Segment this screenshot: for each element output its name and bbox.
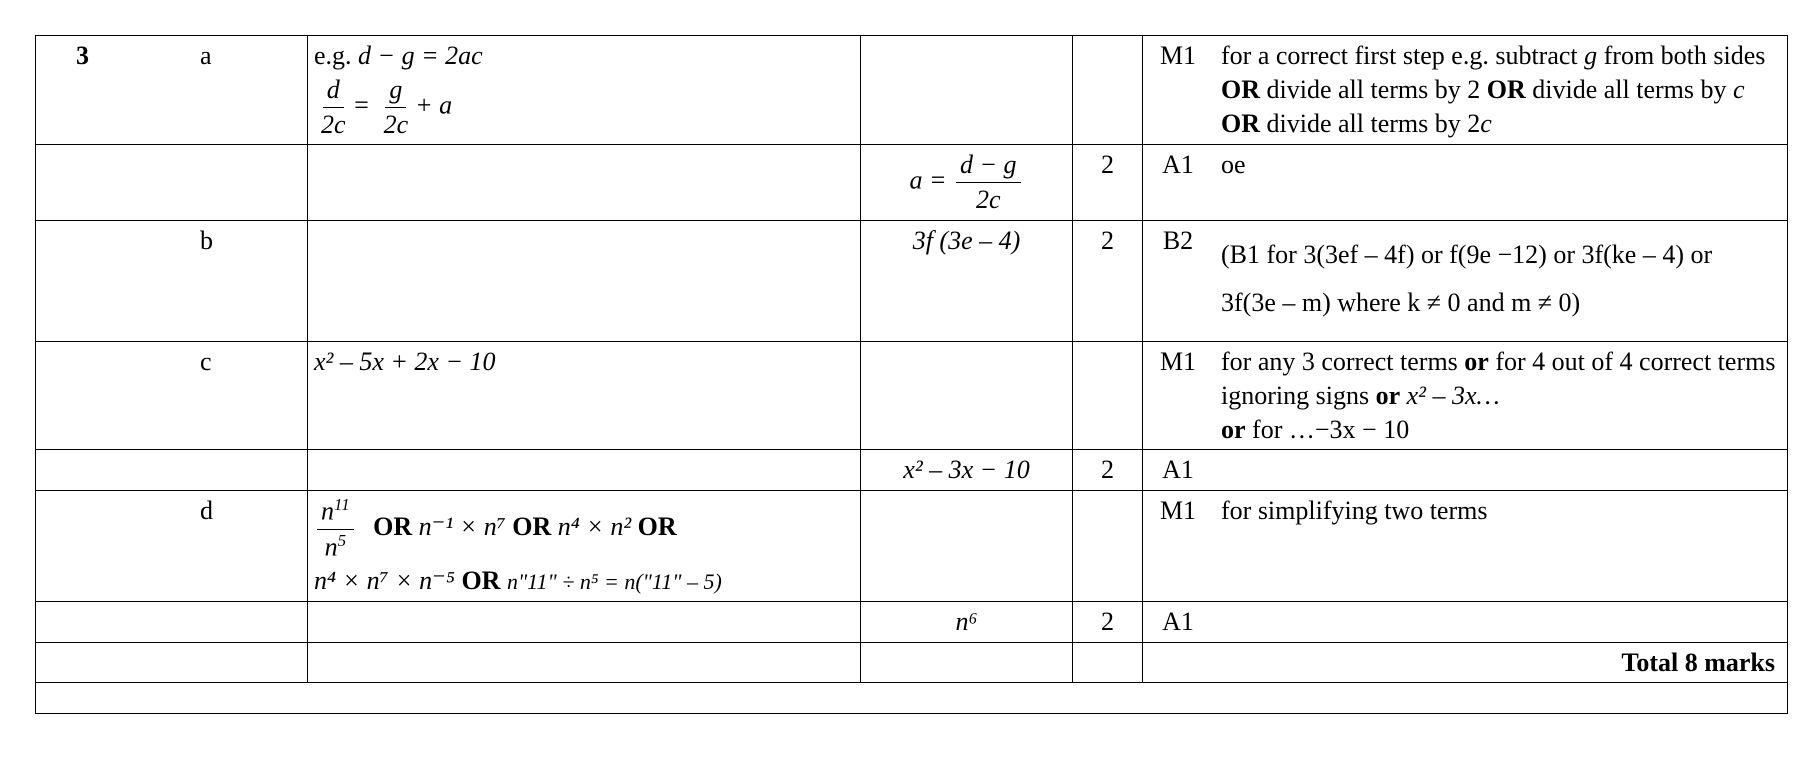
row-d-answer: [36, 601, 1788, 642]
guidance-a: for a correct first step e.g. subtract g from both sides OR divide all terms by 2 OR divide all terms by c OR divide all terms by 2c: [1213, 36, 1788, 145]
row-c-answer: [36, 450, 1788, 491]
mark-scheme-table: [35, 35, 1788, 714]
fraction-answer-a: $\frac{d - g}{2c}$: [956, 148, 1021, 217]
working-c: x² – 5x + 2x − 10: [308, 341, 861, 449]
answer-d: n⁶: [861, 601, 1073, 642]
row-a-method: [36, 36, 1788, 145]
part-label-b: b: [186, 220, 308, 341]
working-a-line1: d − g = 2ac: [358, 41, 483, 70]
guidance-d: for simplifying two terms: [1213, 491, 1788, 602]
mark-a-empty: [1073, 36, 1143, 145]
code-c-a1: A1: [1143, 450, 1214, 491]
row-c-method: [36, 341, 1788, 449]
code-b-b2: B2: [1143, 220, 1214, 341]
code-d-a1: A1: [1143, 601, 1214, 642]
eg-label: e.g.: [314, 41, 352, 70]
question-number: 3: [36, 36, 187, 145]
blank-row: [36, 683, 1788, 714]
guidance-a-oe: oe: [1213, 145, 1788, 221]
working-d: $\frac{n^{11}}{n^5}$ OR n⁻¹ × n⁷ OR n⁴ × n² OR n⁴ × n⁷ × n⁻⁵ OR n"11" ÷ n⁵ = n("11" – 5): [308, 491, 861, 602]
part-label-d: d: [186, 491, 308, 602]
fraction-d-2c: $\frac{d}{2c}$: [321, 74, 346, 139]
row-d-method: [36, 491, 1788, 602]
answer-a: a = $\frac{d - g}{2c}$: [861, 145, 1073, 221]
row-blank: [36, 683, 1788, 714]
mark-b: 2: [1073, 220, 1143, 341]
total-marks: Total 8 marks: [1213, 642, 1788, 683]
fraction-n11-n5: $\frac{n^{11}}{n^5}$: [317, 494, 354, 564]
code-c-m1: M1: [1143, 341, 1214, 449]
working-a: e.g. d − g = 2ac $\frac{d}{2c}$ = $\frac{g}{2c}$ + a: [308, 36, 861, 145]
code-a-m1: M1: [1143, 36, 1214, 145]
part-label-a: a: [186, 36, 308, 145]
guidance-c: for any 3 correct terms or for 4 out of 4 correct terms ignoring signs or x² – 3x… or for …−3x − 10: [1213, 341, 1788, 449]
fraction-g-2c: $\frac{g}{2c}$: [383, 74, 409, 139]
part-label-c: c: [186, 341, 308, 449]
code-a-a1: A1: [1143, 145, 1214, 221]
row-b: [36, 220, 1788, 341]
mark-a: 2: [1073, 145, 1143, 221]
row-a-answer: [36, 145, 1788, 221]
mark-c: 2: [1073, 450, 1143, 491]
mark-d: 2: [1073, 601, 1143, 642]
answer-c: x² – 3x − 10: [861, 450, 1073, 491]
row-total: [36, 642, 1788, 683]
guidance-b: (B1 for 3(3ef – 4f) or f(9e −12) or 3f(ke – 4) or 3f(3e – m) where k ≠ 0 and m ≠ 0): [1213, 220, 1788, 341]
answer-b: 3f (3e – 4): [861, 220, 1073, 341]
code-d-m1: M1: [1143, 491, 1214, 602]
answer-a-empty: [861, 36, 1073, 145]
